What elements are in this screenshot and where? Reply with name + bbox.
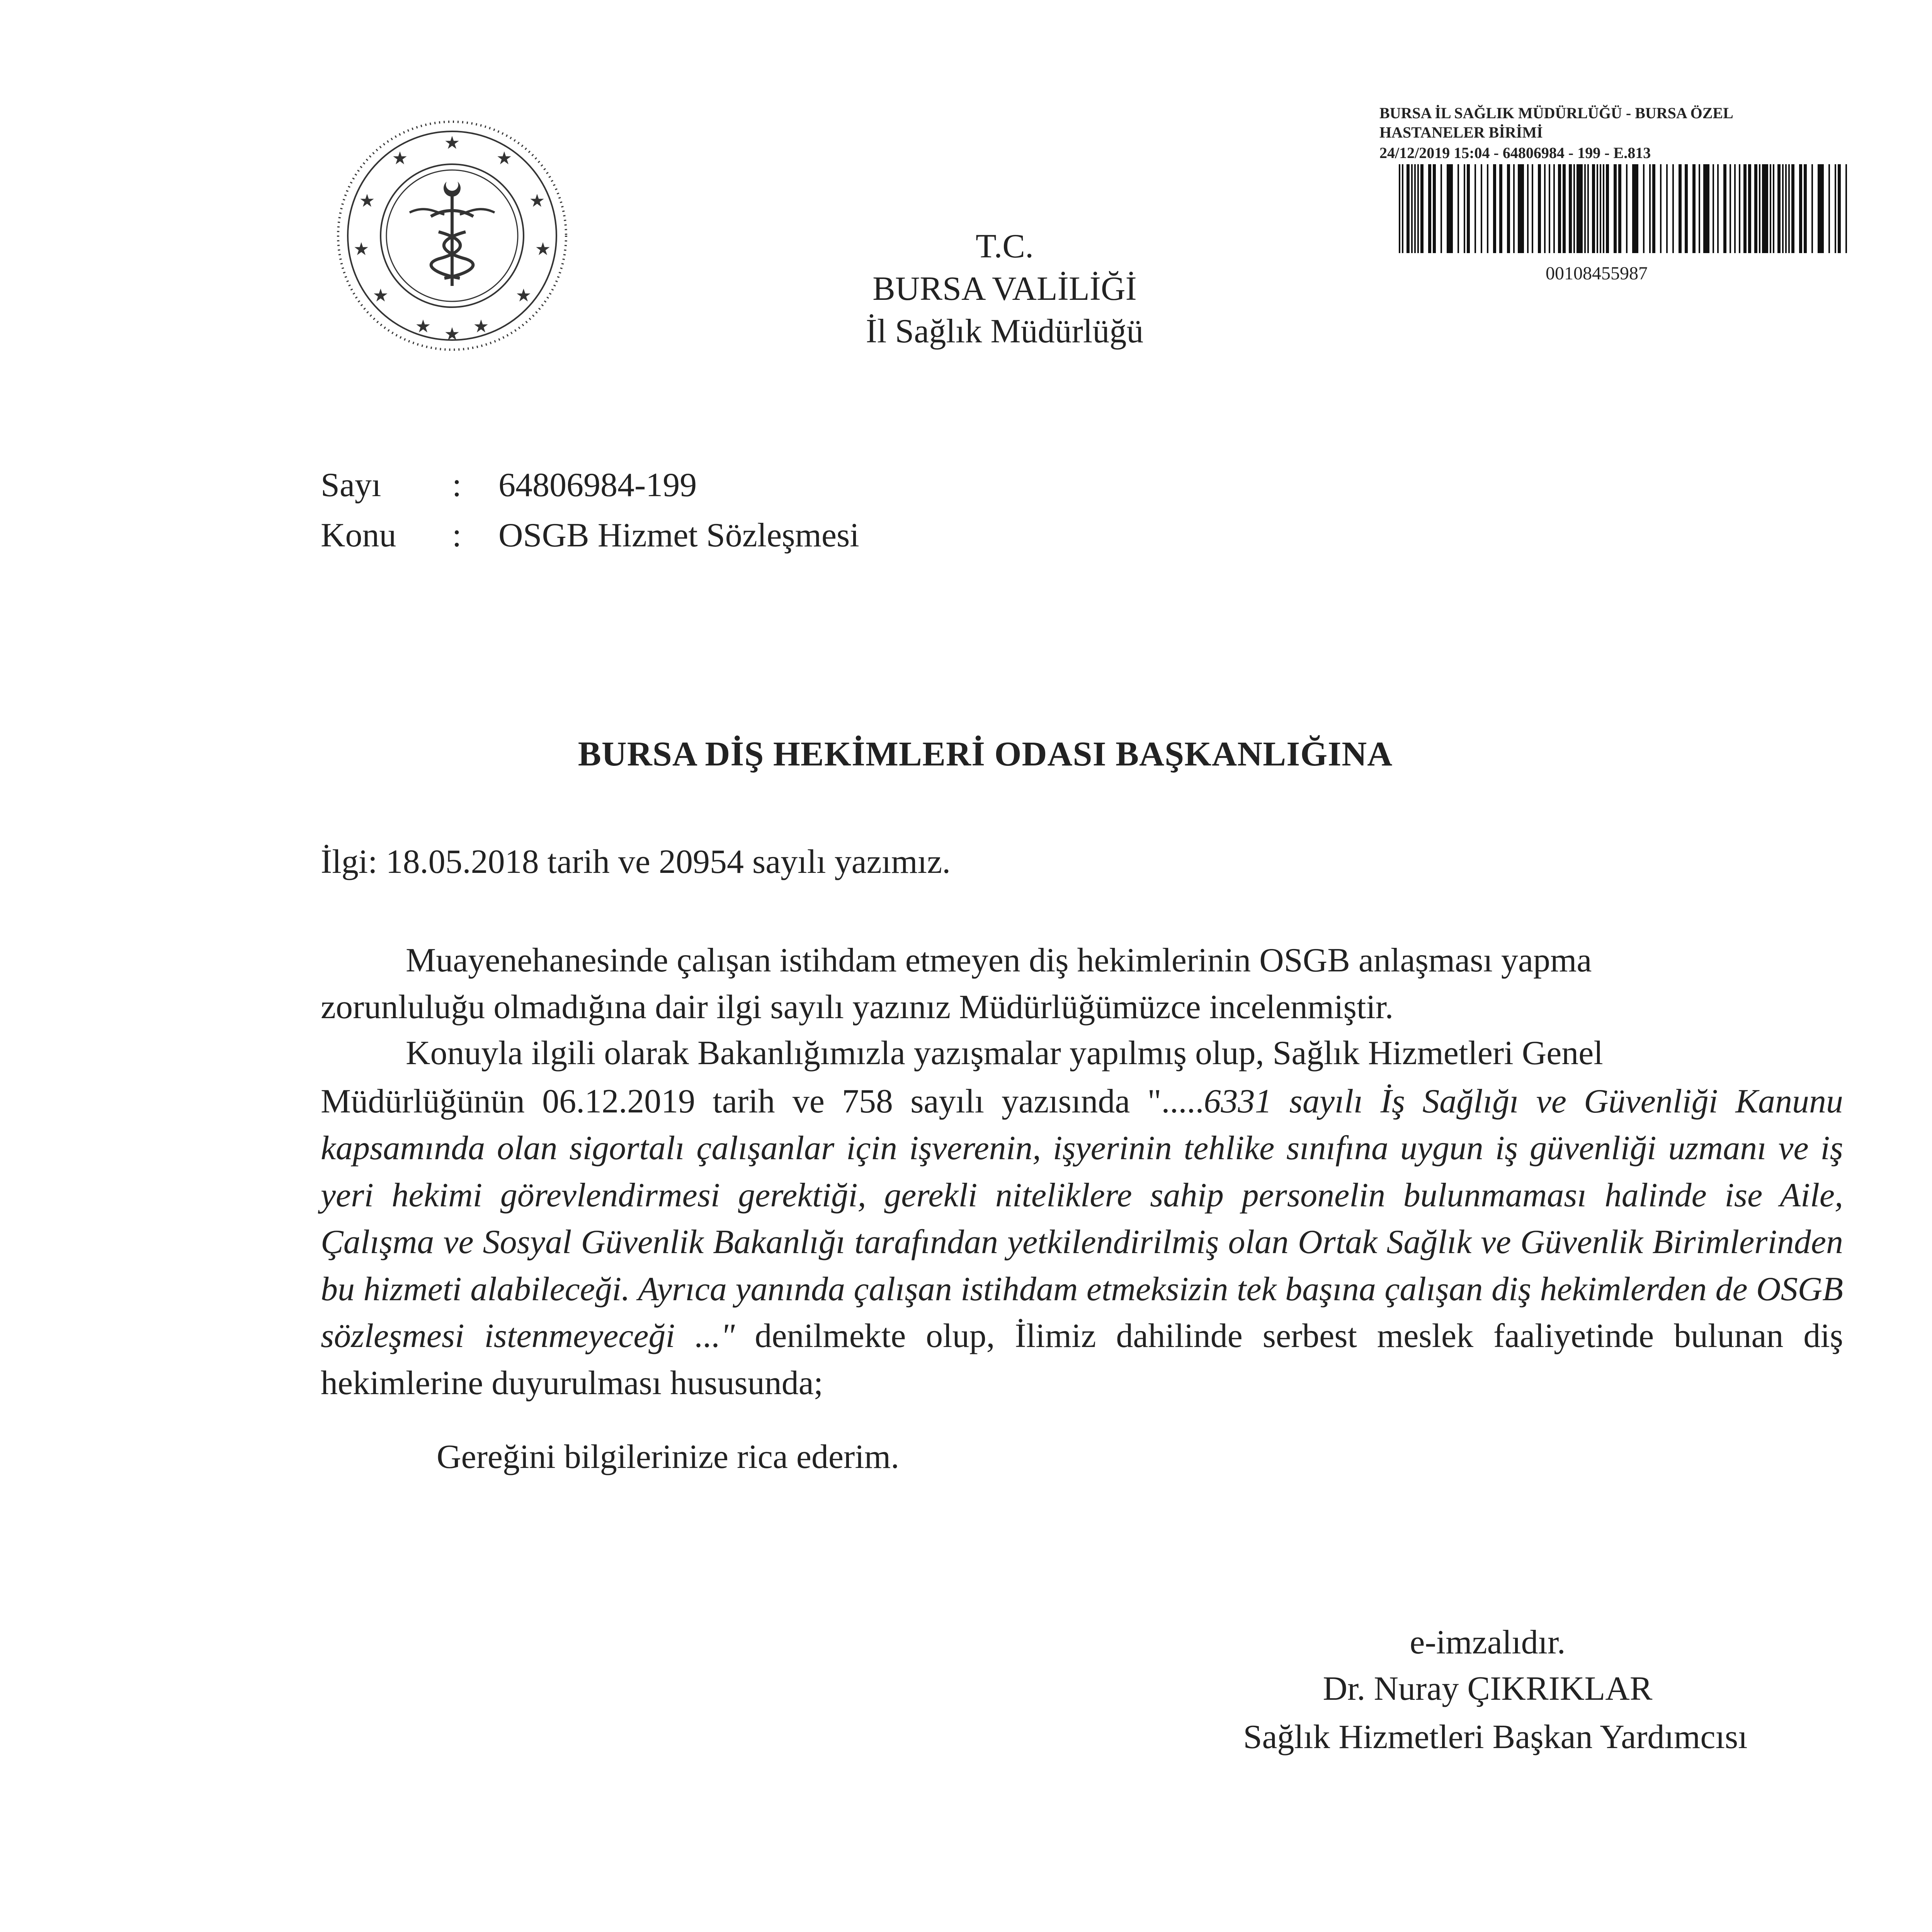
- reference-line: İlgi: 18.05.2018 tarih ve 20954 sayılı yazımız.: [321, 843, 951, 881]
- barcode-bar: [1447, 164, 1453, 253]
- barcode-bar: [1799, 164, 1802, 253]
- barcode-bar: [1739, 164, 1740, 253]
- barcode-bar: [1845, 164, 1847, 253]
- barcode-bar: [1828, 164, 1830, 253]
- barcode-bar: [1723, 164, 1726, 253]
- barcode-bar: [1782, 164, 1784, 253]
- barcode-bar: [1587, 164, 1589, 253]
- svg-text:★: ★: [473, 316, 489, 337]
- addressee: BURSA DİŞ HEKİMLERİ ODASI BAŞKANLIĞINA: [578, 735, 1393, 773]
- barcode-bar: [1475, 164, 1476, 253]
- barcode-date-ref: 24/12/2019 15:04 - 64806984 - 199 - E.813: [1379, 144, 1651, 162]
- header-tc: T.C.: [976, 228, 1034, 265]
- barcode-bar: [1643, 164, 1645, 253]
- konu-colon: :: [452, 517, 462, 554]
- header-directorate: İl Sağlık Müdürlüğü: [866, 313, 1144, 350]
- barcode-bar: [1402, 164, 1403, 253]
- barcode-bar: [1406, 164, 1410, 253]
- barcode-bar: [1649, 164, 1651, 253]
- svg-text:★: ★: [444, 132, 460, 153]
- svg-text:★: ★: [529, 190, 545, 211]
- barcode-bar: [1692, 164, 1696, 253]
- barcode-bar: [1417, 164, 1419, 253]
- p1-line-b: zorunluluğu olmadığına dair ilgi sayılı yazınız Müdürlüğümüzce incelenmiştir.: [321, 988, 1394, 1026]
- barcode-bar: [1467, 164, 1470, 253]
- barcode-bar: [1584, 164, 1586, 253]
- barcode-bar: [1499, 164, 1502, 253]
- barcode-bar: [1652, 164, 1655, 253]
- barcode-bar: [1811, 164, 1813, 253]
- barcode-bar: [1569, 164, 1572, 253]
- barcode-org: [1379, 104, 1862, 142]
- konu-value: OSGB Hizmet Sözleşmesi: [498, 517, 859, 554]
- barcode-number: 00108455987: [1546, 263, 1648, 284]
- barcode-bar: [1804, 164, 1807, 253]
- barcode-bar: [1433, 164, 1436, 253]
- barcode-bar: [1600, 164, 1601, 253]
- signature-name: Dr. Nuray ÇIKRIKLAR: [1323, 1670, 1653, 1708]
- barcode-bar: [1835, 164, 1836, 253]
- barcode-bar: [1428, 164, 1431, 253]
- sayi-colon: :: [452, 466, 462, 504]
- sayi-value: 64806984-199: [498, 466, 697, 504]
- barcode-bar: [1730, 164, 1731, 253]
- barcode-bar: [1563, 164, 1566, 253]
- barcode-bar: [1592, 164, 1595, 253]
- barcode-bar: [1713, 164, 1714, 253]
- svg-text:★: ★: [535, 238, 551, 259]
- barcode-bar: [1788, 164, 1790, 253]
- barcode-bar: [1754, 164, 1757, 253]
- barcode-bar: [1679, 164, 1682, 253]
- barcode-bar: [1549, 164, 1550, 253]
- barcode-bar: [1818, 164, 1824, 253]
- barcode-bar: [1618, 164, 1621, 253]
- barcode-org-line2: HASTANELER BİRİMİ: [1379, 124, 1543, 141]
- svg-text:★: ★: [444, 323, 460, 344]
- barcode-bar: [1838, 164, 1841, 253]
- barcode-bar: [1660, 164, 1662, 253]
- barcode-bar: [1606, 164, 1609, 253]
- body-paragraph-2: [321, 1030, 1843, 1077]
- barcode-bar: [1487, 164, 1488, 253]
- barcode-bar: [1743, 164, 1747, 253]
- p1-line-a: Muayenehanesinde çalışan istihdam etmeyen diş hekimlerinin OSGB anlaşması yapma: [406, 942, 1592, 979]
- barcode-bar: [1513, 164, 1515, 253]
- barcode-bar: [1411, 164, 1413, 253]
- barcode-bar: [1791, 164, 1794, 253]
- barcode-bar: [1440, 164, 1442, 253]
- barcode-bar: [1420, 164, 1423, 253]
- barcode-bar: [1632, 164, 1638, 253]
- body-paragraph-1: [321, 937, 1843, 1031]
- barcode-bar: [1685, 164, 1688, 253]
- barcode-bar: [1597, 164, 1598, 253]
- p2-text-a: Konuyla ilgili olarak Bakanlığımızla yazışmalar yapılmış olup, Sağlık Hizmetleri Genel: [406, 1034, 1603, 1072]
- ministry-of-health-seal-icon: [332, 116, 572, 355]
- barcode-bar: [1518, 164, 1524, 253]
- barcode-icon: [1399, 164, 1847, 253]
- p2-text-c: denilmekte olup, İlimiz dahilinde serbest meslek faaliyetinde bulunan diş hekimlerine duyurulması hususunda;: [321, 1317, 1844, 1402]
- barcode-bar: [1532, 164, 1533, 253]
- svg-text:★: ★: [359, 190, 375, 211]
- body-paragraph-2-cont: [321, 1078, 1843, 1406]
- barcode-bar: [1762, 164, 1768, 253]
- barcode-bar: [1507, 164, 1510, 253]
- barcode-bar: [1399, 164, 1400, 253]
- barcode-bar: [1558, 164, 1561, 253]
- svg-text:★: ★: [353, 238, 369, 259]
- barcode-bar: [1717, 164, 1719, 253]
- konu-label: Konu: [321, 517, 396, 554]
- barcode-bar: [1553, 164, 1555, 253]
- barcode-bar: [1493, 164, 1496, 253]
- sayi-label: Sayı: [321, 466, 381, 504]
- signature-e-signed: e-imzalıdır.: [1410, 1624, 1566, 1661]
- svg-text:★: ★: [415, 316, 431, 337]
- barcode-bar: [1626, 164, 1628, 253]
- signature-title: Sağlık Hizmetleri Başkan Yardımcısı: [1243, 1718, 1748, 1756]
- barcode-bar: [1544, 164, 1546, 253]
- barcode-bar: [1703, 164, 1709, 253]
- barcode-bar: [1577, 164, 1583, 253]
- barcode-bar: [1759, 164, 1760, 253]
- barcode-bar: [1538, 164, 1541, 253]
- p2-text-b: Müdürlüğünün 06.12.2019 tarih ve 758 sayılı yazısında ".....: [321, 1083, 1204, 1120]
- barcode-bar: [1770, 164, 1771, 253]
- barcode-bar: [1734, 164, 1736, 253]
- barcode-bar: [1414, 164, 1416, 253]
- barcode-bar: [1672, 164, 1674, 253]
- p2-quote-italic: 6331 sayılı İş Sağlığı ve Güvenliği Kanunu kapsamında olan sigortalı çalışanlar için işverenin, işyerinin tehlike sınıfına uygun iş güvenliği uzmanı ve iş yeri hekimi görevlendirmesi gerektiği, gerekli niteliklere sahip personelin bulunmaması halinde ise Aile, Çalışma ve Sosyal Güvenlik Bakanlığı tarafından yetkilendirilmiş olan Ortak Sağlık ve Güvenlik Birimlerinden bu hizmeti alabileceği. Ayrıca yanında çalışan istihdam etmeksizin tek başına çalışan diş hekimlerden de OSGB sözleşmesi istenmeyeceği ...": [321, 1083, 1843, 1355]
- barcode-bar: [1527, 164, 1529, 253]
- barcode-bar: [1748, 164, 1751, 253]
- barcode-bar: [1481, 164, 1482, 253]
- barcode-bar: [1573, 164, 1575, 253]
- svg-text:★: ★: [515, 285, 532, 306]
- barcode-bar: [1773, 164, 1774, 253]
- barcode-bar: [1777, 164, 1781, 253]
- barcode-bar: [1464, 164, 1465, 253]
- barcode-bar: [1666, 164, 1668, 253]
- svg-text:★: ★: [392, 148, 408, 168]
- barcode-bar: [1614, 164, 1617, 253]
- barcode-bar: [1458, 164, 1459, 253]
- svg-text:★: ★: [372, 285, 389, 306]
- barcode-bar: [1699, 164, 1700, 253]
- closing-line: Gereğini bilgilerinize rica ederim.: [437, 1438, 900, 1476]
- svg-text:★: ★: [496, 148, 512, 168]
- barcode-bar: [1785, 164, 1787, 253]
- barcode-org-line1: BURSA İL SAĞLIK MÜDÜRLÜĞÜ - BURSA ÖZEL: [1379, 104, 1733, 122]
- barcode-bar: [1603, 164, 1604, 253]
- header-governorship: BURSA VALİLİĞİ: [872, 270, 1137, 308]
